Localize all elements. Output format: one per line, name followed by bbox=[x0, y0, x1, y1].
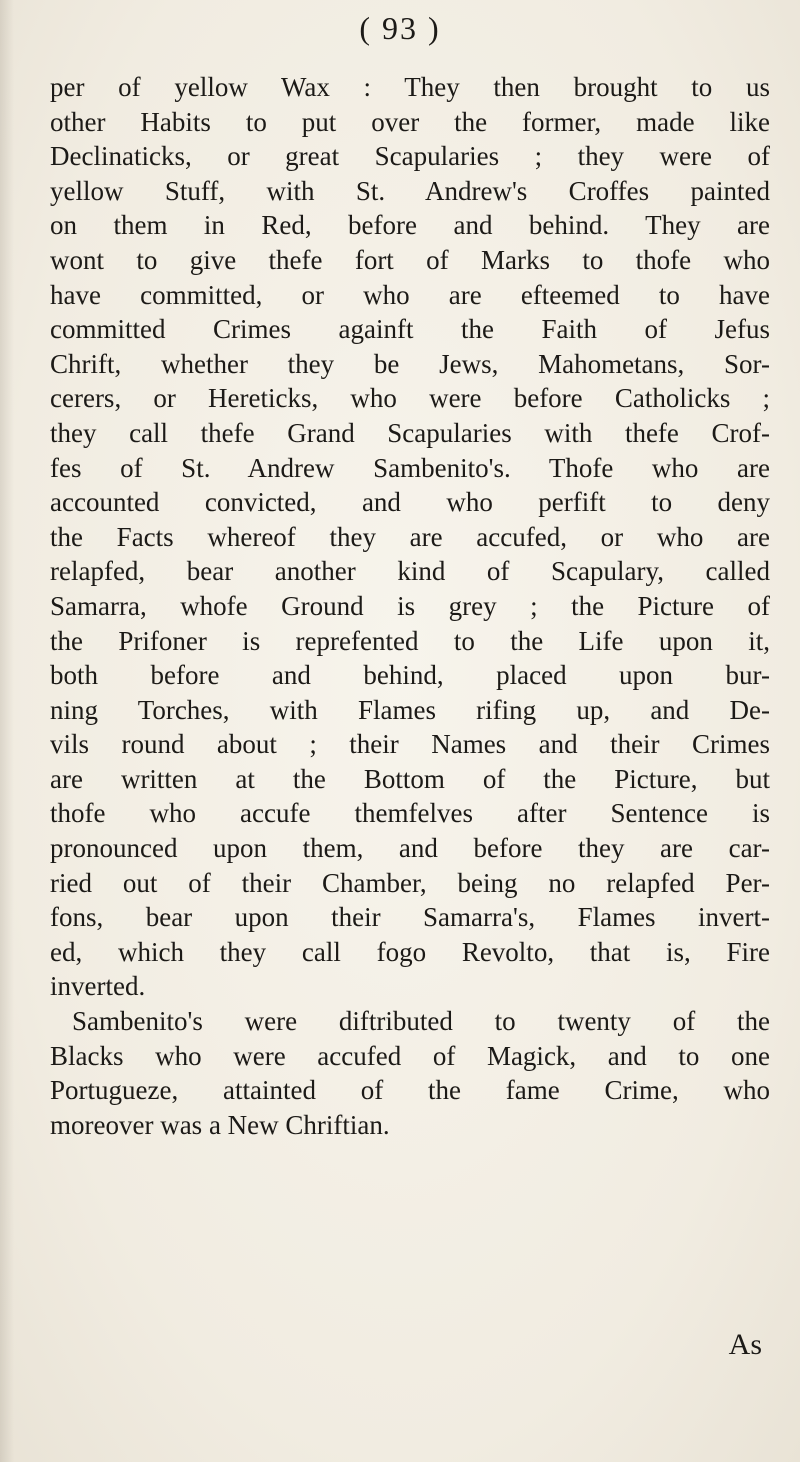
text-line: ning Torches, with Flames rifing up, and De- bbox=[50, 694, 770, 725]
text-line: Chrift, whether they be Jews, Mahometans, Sor- bbox=[50, 348, 770, 379]
text-line: Samarra, whofe Ground is grey ; the Picture of bbox=[50, 590, 770, 621]
text-line: both before and behind, placed upon bur- bbox=[50, 660, 770, 691]
text-line: per of yellow Wax : They then brought to us bbox=[50, 72, 770, 102]
text-line: the Prifoner is reprefented to the Life upon it, bbox=[50, 625, 770, 656]
text-line: vils round about ; their Names and their Crimes bbox=[50, 729, 770, 760]
text-line: relapfed, bear another kind of Scapulary, called bbox=[50, 556, 770, 587]
text-line: fons, bear upon their Samarra's, Flames invert- bbox=[50, 902, 770, 933]
text-line: yellow Stuff, with St. Andrew's Croffes painted bbox=[50, 175, 770, 206]
text-line: thofe who accufe themfelves after Sentence is bbox=[50, 798, 770, 829]
text-line: Sambenito's were diftributed to twenty of the bbox=[72, 1006, 770, 1037]
page-edge-shadow bbox=[0, 0, 14, 1462]
text-line: Blacks who were accufed of Magick, and to one bbox=[50, 1040, 770, 1071]
body-text bbox=[50, 70, 770, 1142]
text-line: inverted. bbox=[50, 971, 146, 1002]
text-line: have committed, or who are efteemed to have bbox=[50, 279, 770, 310]
text-line: they call thefe Grand Scapularies with thefe Crof- bbox=[50, 417, 770, 448]
text-line: ried out of their Chamber, being no relapfed Per- bbox=[50, 867, 770, 898]
text-line: pronounced upon them, and before they are car- bbox=[50, 833, 770, 864]
text-line: accounted convicted, and who perfift to deny bbox=[50, 487, 770, 518]
text-line: other Habits to put over the former, made like bbox=[50, 106, 770, 137]
text-line: are written at the Bottom of the Picture, but bbox=[50, 763, 770, 794]
text-line: fes of St. Andrew Sambenito's. Thofe who are bbox=[50, 452, 770, 483]
text-line: Portugueze, attainted of the fame Crime, who bbox=[50, 1075, 770, 1106]
text-line: ed, which they call fogo Revolto, that is, Fire bbox=[50, 936, 770, 967]
page-number-header: ( 93 ) bbox=[359, 10, 441, 46]
catchword: As bbox=[728, 1328, 762, 1361]
text-line: cerers, or Hereticks, who were before Catholicks ; bbox=[50, 383, 770, 414]
text-line: Declinaticks, or great Scapularies ; they were of bbox=[50, 141, 770, 172]
text-line: moreover was a New Chriftian. bbox=[50, 1109, 390, 1140]
text-line: committed Crimes againft the Faith of Jefus bbox=[50, 314, 770, 345]
text-line: on them in Red, before and behind. They are bbox=[50, 210, 770, 241]
text-line: wont to give thefe fort of Marks to thofe who bbox=[50, 244, 770, 275]
text-line: the Facts whereof they are accufed, or who are bbox=[50, 521, 770, 552]
